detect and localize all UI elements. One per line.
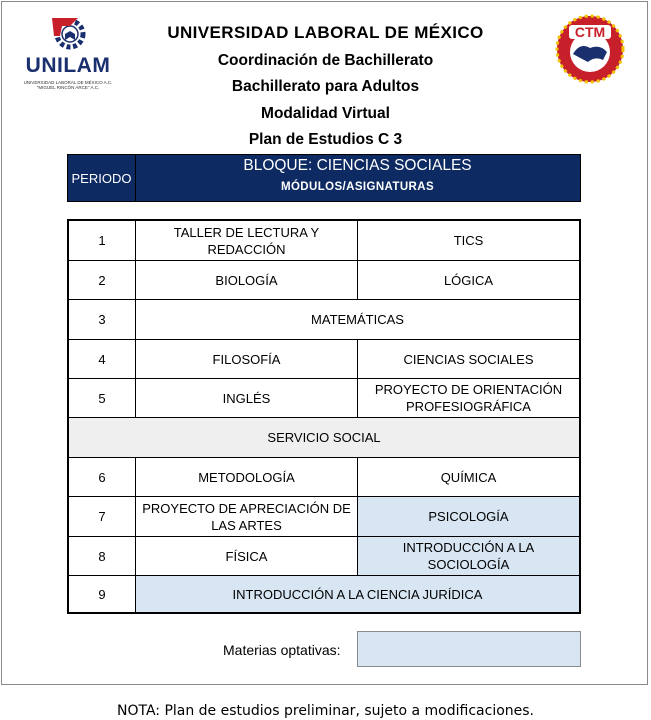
- table-row: [69, 300, 579, 340]
- period-number: 4: [69, 340, 136, 378]
- table-row: [69, 418, 579, 458]
- university-title: UNIVERSIDAD LABORAL DE MÉXICO: [167, 23, 484, 42]
- servicio-social-cell: SERVICIO SOCIAL: [69, 418, 579, 457]
- modulos-subtitle: MÓDULOS/ASIGNATURAS: [280, 181, 435, 193]
- table-row: [69, 576, 579, 612]
- footnote: NOTA: Plan de estudios preliminar, sujeto a modificaciones.: [116, 703, 535, 719]
- subject-cell: PSICOLOGÍA: [358, 497, 579, 536]
- table-row: [69, 497, 579, 537]
- period-number: 2: [69, 261, 136, 299]
- plan-title: Plan de Estudios C 3: [248, 131, 403, 148]
- table-row: [69, 537, 579, 576]
- subject-cell: BIOLOGÍA: [136, 261, 358, 299]
- periodo-header: PERIODO: [68, 155, 136, 201]
- optativas-label: Materias optativas:: [223, 642, 341, 658]
- subject-cell: MATEMÁTICAS: [311, 312, 404, 327]
- subject-cell: INTRODUCCIÓN A LA SOCIOLOGÍA: [358, 537, 579, 575]
- header-line-3: Bachillerato para Adultos: [231, 78, 420, 95]
- period-number: 9: [69, 576, 136, 612]
- period-number: 5: [69, 379, 136, 417]
- unilam-subtitle: UNIVERSIDAD LABORAL DE MÉXICO A.C. "MIGUEL RINCÓN ARCE" A.C.: [23, 80, 113, 90]
- subject-cell: INGLÉS: [136, 379, 358, 417]
- header-line-4: Modalidad Virtual: [261, 105, 390, 122]
- bloque-title: BLOQUE: CIENCIAS SOCIALES: [243, 157, 472, 174]
- header-line-2: Coordinación de Bachillerato: [217, 52, 434, 69]
- subjects-table: [67, 219, 581, 614]
- table-row: [69, 458, 579, 497]
- subject-cell: METODOLOGÍA: [136, 458, 358, 496]
- table-row: [69, 221, 579, 261]
- table-row: [69, 261, 579, 300]
- table-row: [69, 340, 579, 379]
- block-header-band: [67, 154, 581, 202]
- period-number: 6: [69, 458, 136, 496]
- subject-cell: PROYECTO DE ORIENTACIÓN PROFESIOGRÁFICA: [374, 382, 563, 414]
- period-number: 3: [69, 300, 136, 339]
- subject-cell: QUÍMICA: [440, 469, 497, 485]
- unilam-brand: UNILAM: [25, 54, 111, 77]
- subject-cell: TICS: [453, 233, 484, 248]
- subject-cell: FILOSOFÍA: [136, 340, 358, 378]
- table-row: [69, 379, 579, 418]
- subject-cell: FÍSICA: [136, 537, 358, 575]
- period-number: 7: [69, 497, 136, 536]
- period-number: 1: [69, 221, 136, 260]
- subject-cell: TALLER DE LECTURA Y REDACCIÓN: [136, 221, 358, 260]
- subject-cell: CIENCIAS SOCIALES: [403, 351, 534, 367]
- optativas-field[interactable]: [357, 631, 581, 667]
- ctm-text: CTM: [574, 24, 606, 40]
- subject-cell: INTRODUCCIÓN A LA CIENCIA JURÍDICA: [136, 576, 579, 612]
- subject-cell: LÓGICA: [443, 272, 494, 288]
- subject-cell: PROYECTO DE APRECIACIÓN DE LAS ARTES: [136, 497, 358, 536]
- period-number: 8: [69, 537, 136, 575]
